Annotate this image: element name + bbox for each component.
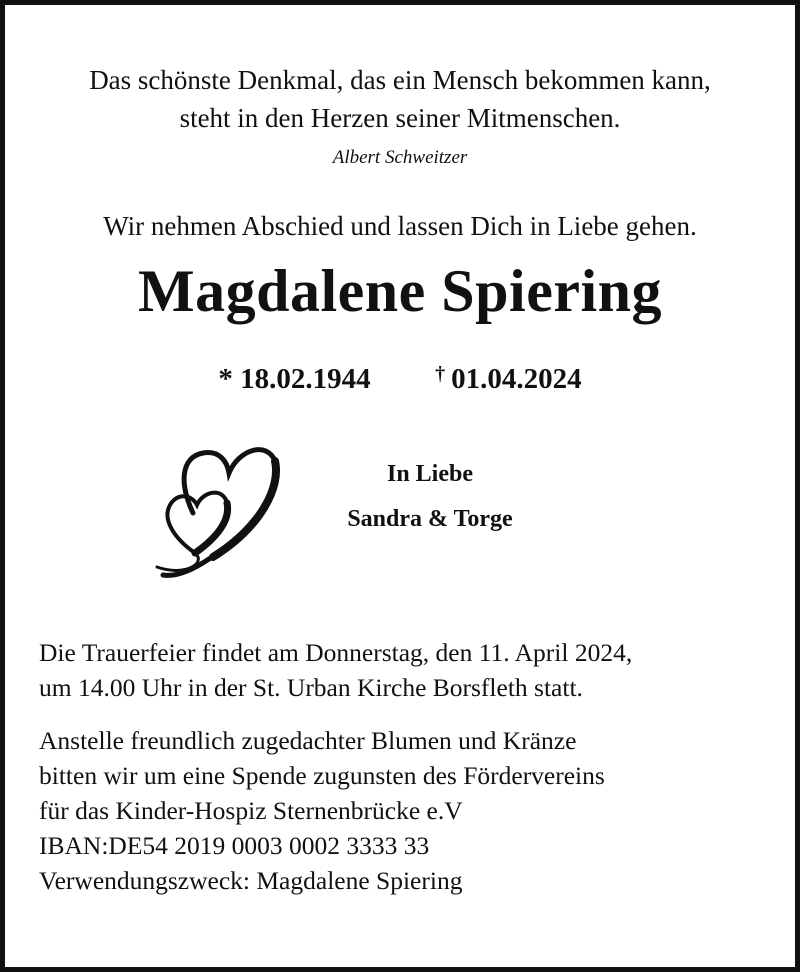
mourners-intro: In Liebe: [386, 461, 473, 487]
donation-line-3: für das Kinder-Hospiz Sternenbrücke e.V: [39, 796, 463, 825]
donation-iban: IBAN:DE54 2019 0003 0002 3333 33: [39, 831, 430, 860]
farewell-text: Wir nehmen Abschied und lassen Dich in Liebe gehen.: [103, 211, 697, 241]
death-symbol: †: [435, 363, 446, 385]
ceremony-line-2: um 14.00 Uhr in der St. Urban Kirche Borsfleth statt.: [39, 673, 583, 702]
mourners-names: Sandra & Torge: [347, 506, 513, 532]
birth-date: 18.02.1944: [240, 363, 371, 395]
quote-line-2: steht in den Herzen seiner Mitmenschen.: [179, 103, 621, 133]
death-date: 01.04.2024: [451, 363, 582, 395]
donation-line-2: bitten wir um eine Spende zugunsten des Fördervereins: [39, 761, 605, 790]
ceremony-info: [39, 635, 775, 705]
donation-info: [39, 723, 775, 898]
quote-author: Albert Schweitzer: [332, 147, 468, 168]
quote: [5, 61, 795, 137]
quote-line-1: Das schönste Denkmal, das ein Mensch bekommen kann,: [89, 65, 711, 95]
donation-line-1: Anstelle freundlich zugedachter Blumen und Kränze: [39, 726, 577, 755]
birth-symbol: *: [218, 363, 233, 395]
deceased-name: Magdalene Spiering: [137, 258, 662, 324]
two-hearts-icon: [135, 435, 285, 585]
donation-reference: Verwendungszweck: Magdalene Spiering: [39, 866, 463, 895]
life-dates: [5, 363, 795, 396]
ceremony-line-1: Die Trauerfeier findet am Donnerstag, den 11. April 2024,: [39, 638, 633, 667]
